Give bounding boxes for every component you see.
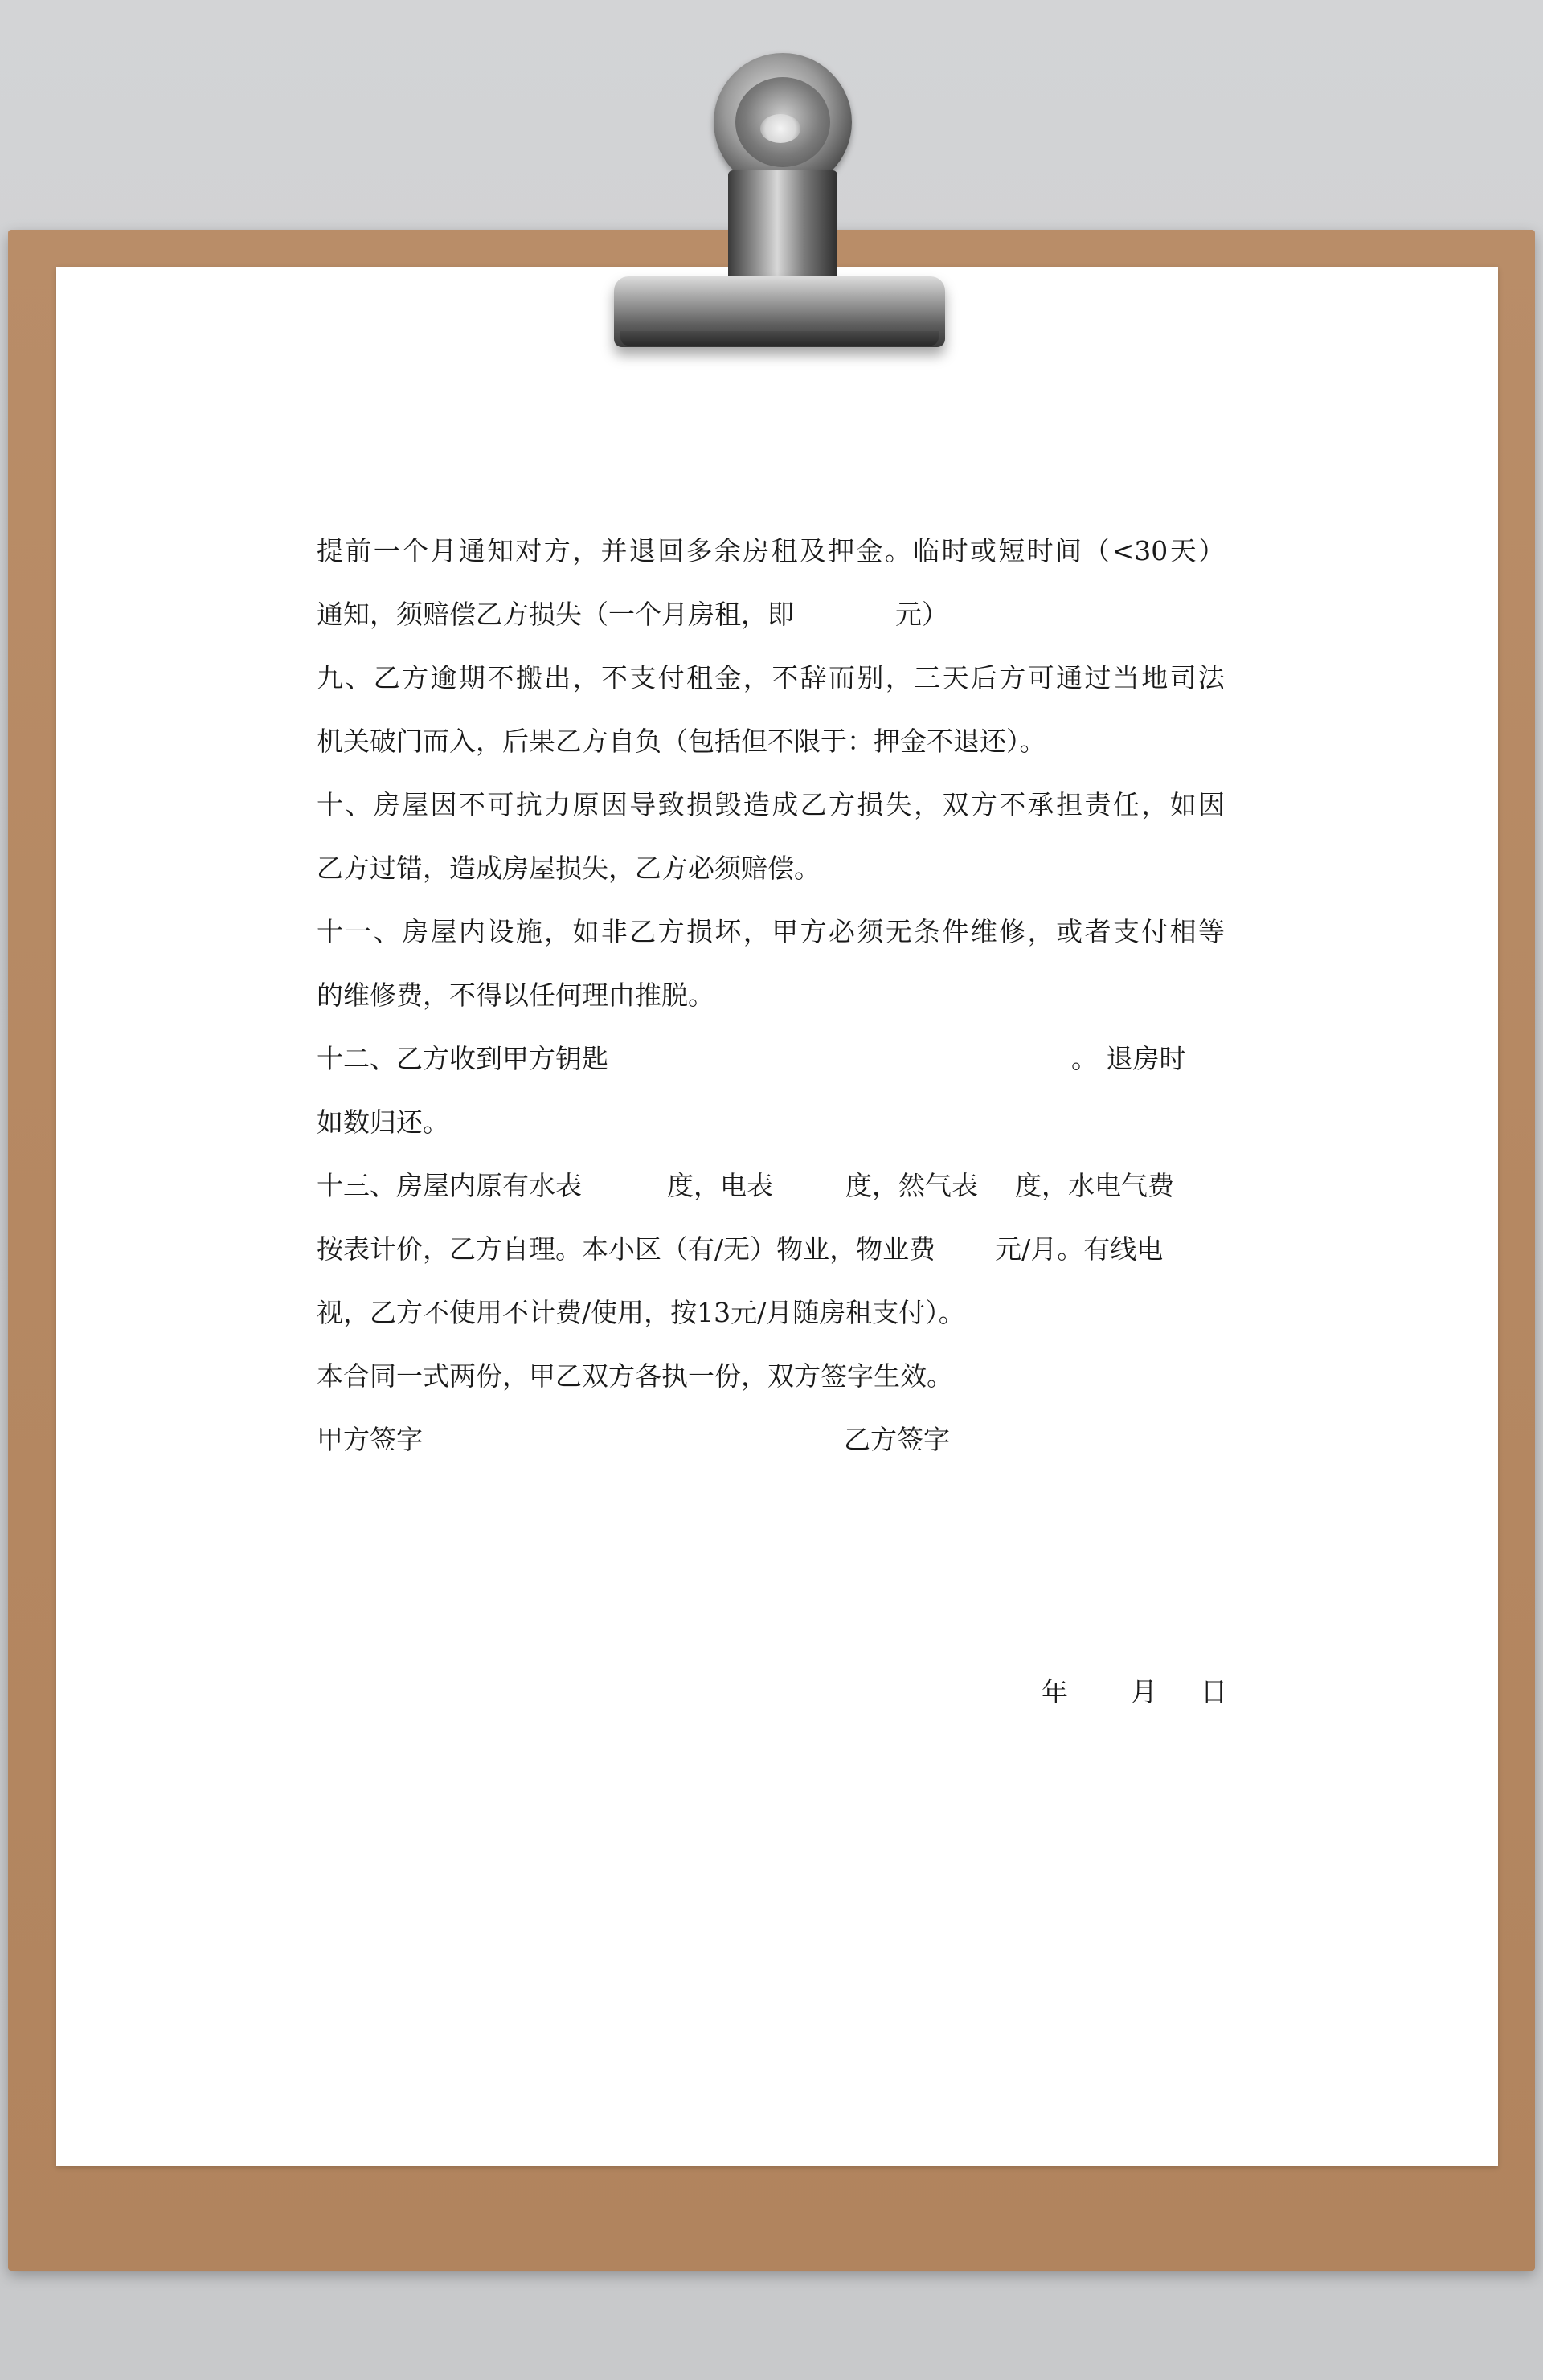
party-a-signature-label: 甲方签字 [317, 1424, 423, 1455]
text-line: 本合同一式两份，甲乙双方各执一份，双方签字生效。 [317, 1360, 953, 1392]
text-segment: 元/月。有线电 [995, 1233, 1164, 1265]
text-segment: 元） [895, 599, 948, 630]
text-segment: 通知，须赔偿乙方损失（一个月房租，即 [317, 599, 794, 630]
text-line: 如数归还。 [317, 1106, 449, 1138]
text-line: 提前一个月通知对方，并退回多余房租及押金。临时或短时间（<30天） [317, 535, 1225, 566]
text-line: 十一、房屋内设施，如非乙方损坏，甲方必须无条件维修，或者支付相等 [317, 916, 1225, 947]
text-line: 九、乙方逾期不搬出，不支付租金，不辞而别，三天后方可通过当地司法 [317, 662, 1225, 693]
text-line [317, 583, 1225, 646]
text-line [317, 1027, 1225, 1090]
text-segment: 度，电表 [667, 1170, 773, 1201]
text-line: 机关破门而入，后果乙方自负（包括但不限于：押金不退还）。 [317, 726, 1046, 757]
signature-line [317, 1408, 1225, 1471]
text-segment: 十三、房屋内原有水表 [317, 1170, 582, 1201]
party-b-signature-label: 乙方签字 [844, 1424, 950, 1455]
date-year-label: 年 [1042, 1676, 1068, 1707]
text-line [317, 1154, 1225, 1217]
text-segment: 按表计价，乙方自理。本小区（有/无）物业，物业费 [317, 1233, 936, 1265]
text-line: 视，乙方不使用不计费/使用，按13元/月随房租支付）。 [317, 1297, 965, 1328]
date-day-label: 日 [1201, 1676, 1227, 1707]
date-line [1042, 1660, 1225, 1724]
contract-text [317, 519, 1225, 1471]
text-segment: 十二、乙方收到甲方钥匙 [317, 1043, 608, 1074]
text-line: 十、房屋因不可抗力原因导致损毁造成乙方损失，双方不承担责任，如因 [317, 789, 1225, 820]
text-segment: 度，水电气费 [1015, 1170, 1174, 1201]
date-month-label: 月 [1131, 1676, 1157, 1707]
text-segment: 度，然气表 [845, 1170, 978, 1201]
text-segment: 。 退房时 [1071, 1043, 1186, 1074]
text-line: 的维修费，不得以任何理由推脱。 [317, 979, 714, 1011]
text-line: 乙方过错，造成房屋损失，乙方必须赔偿。 [317, 853, 821, 884]
text-line [317, 1217, 1225, 1281]
